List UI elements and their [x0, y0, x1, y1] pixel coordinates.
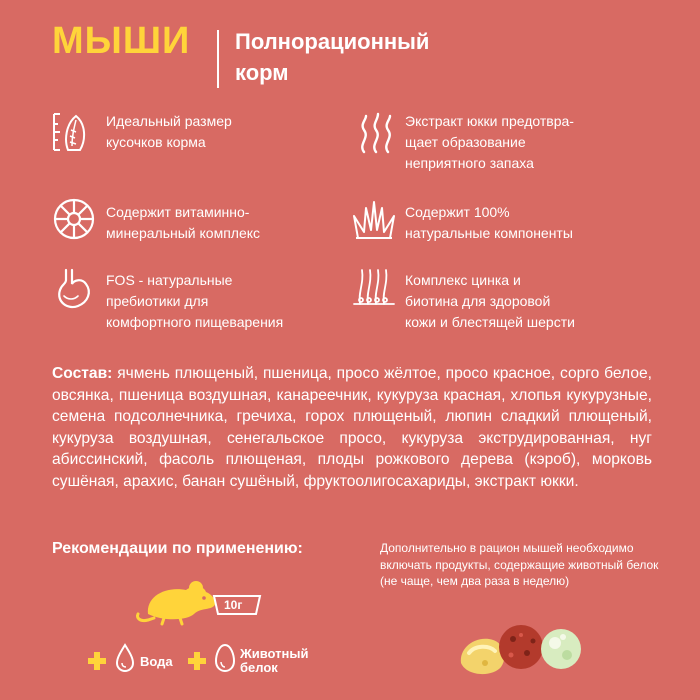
feature-natural	[405, 202, 573, 244]
grass-icon	[352, 198, 396, 242]
plus-icon	[86, 650, 108, 672]
feature-line: биотина для здоровой	[405, 293, 551, 309]
stomach-icon	[52, 268, 96, 312]
feature-odor	[405, 111, 574, 174]
subtitle-line-1: Полнорационный	[235, 29, 430, 54]
composition-ingredients: ячмень плющеный, пшеница, просо жёлтое, просо красное, сорго белое, овсянка, пшеница воздушная, канареечник, кукуруза красная, хлопья кукурузные, семена подсолнечника, гречиха, горох плющеный, люпин сладкий плющеный, кукуруза воздушная, сенегальское просо, кукуруза экструдированная, нуг абиссинский, фасоль плющеная, плоды рожкового дерева (кэроб), морковь сушёная, арахис, банан сушёный, фруктоолигосахариды, экстракт юкки.	[52, 365, 652, 490]
odor-waves-icon	[354, 112, 398, 156]
feature-line: пребиотики для	[106, 293, 209, 309]
feature-line: Идеальный размер	[106, 113, 232, 129]
feature-line: кусочков корма	[106, 134, 206, 150]
feature-line: Экстракт юкки предотвра-	[405, 113, 574, 129]
feature-vitamins	[106, 202, 260, 244]
water-drop-icon	[114, 643, 136, 673]
mouse-icon	[134, 574, 218, 628]
egg-icon	[214, 643, 236, 673]
feature-line: щает образование	[405, 134, 526, 150]
subtitle-line-2: корм	[235, 60, 289, 85]
feature-seed-size	[106, 111, 232, 153]
plus-icon	[186, 650, 208, 672]
feature-line: натуральные компоненты	[405, 225, 573, 241]
feature-line: минеральный комплекс	[106, 225, 261, 241]
composition-text	[52, 363, 652, 493]
page-title: МЫШИ	[52, 20, 191, 62]
feature-prebiotics	[106, 270, 283, 333]
cheese-piece	[461, 639, 505, 674]
feature-line: Содержит 100%	[405, 204, 510, 220]
protein-food-illustration	[455, 605, 585, 690]
protein-label	[240, 647, 309, 675]
seed-size-icon	[50, 110, 94, 154]
composition-label: Состав:	[52, 365, 113, 382]
feature-line: неприятного запаха	[405, 155, 534, 171]
protein-label-line: белок	[240, 660, 278, 675]
feature-line: Комплекс цинка и	[405, 272, 521, 288]
page-subtitle	[235, 26, 429, 88]
dose-label: 10г	[224, 598, 243, 612]
recommendations-title: Рекомендации по применению:	[52, 540, 303, 557]
vitamin-wheel-icon	[52, 197, 96, 241]
feature-line: комфортного пищеварения	[106, 314, 284, 330]
skin-hair-icon	[352, 266, 396, 310]
feature-line: Содержит витаминно-	[106, 204, 250, 220]
meat-piece	[499, 625, 543, 669]
feature-zinc-biotin	[405, 270, 575, 333]
recommendations-note: Дополнительно в рацион мышей необходимо включать продукты, содержащие животный белок (не чаще, чем два раза в неделю)	[380, 541, 659, 588]
feature-line: FOS - натуральные	[106, 272, 233, 288]
egg-piece	[541, 629, 581, 669]
protein-label-line: Животный	[240, 646, 309, 661]
feature-line: кожи и блестящей шерсти	[405, 314, 575, 330]
water-label: Вода	[140, 654, 173, 669]
title-divider	[217, 30, 219, 88]
